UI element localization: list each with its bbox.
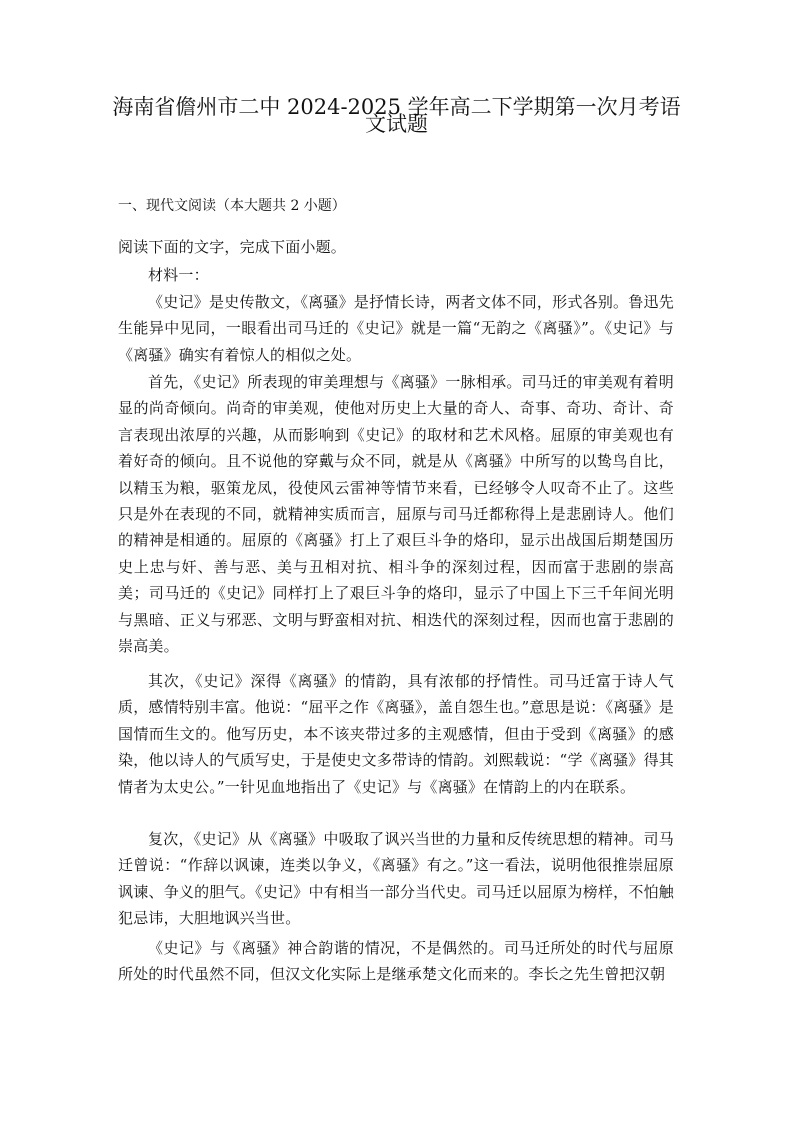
exam-title-line-1: 海南省儋州市二中 2024-2025 学年高二下学期第一次月考语	[112, 95, 681, 119]
exam-title-line-2: 文试题	[365, 112, 428, 136]
paragraph-4: 复次，《史记》从《离骚》中吸取了讽兴当世的力量和反传统思想的精神。司马迁曾说：“作辞以讽谏，连类以争义，《离骚》有之。”这一看法，说明他很推崇屈原讽谏、争义的胆气。《史记》中有相当一部分当代史。司马迁以屈原为榜样，不怕触犯忌讳，大胆地讽兴当世。	[118, 830, 674, 928]
section-heading: 一、现代文阅读（本大题共 2 小题）	[118, 198, 346, 214]
paragraph-1: 《史记》是史传散文，《离骚》是抒情长诗，两者文体不同，形式各别。鲁迅先生能异中见同，一眼看出司马迁的《史记》就是一篇“无韵之《离骚》”。《史记》与《离骚》确实有着惊人的相似之处。	[118, 293, 674, 364]
material-label: 材料一：	[148, 266, 209, 284]
paragraph-2: 首先，《史记》所表现的审美理想与《离骚》一脉相承。司马迁的审美观有着明显的尚奇倾向。尚奇的审美观，使他对历史上大量的奇人、奇事、奇功、奇计、奇言表现出浓厚的兴趣，从而影响到《史记》的取材和艺术风格。屈原的审美观也有着好奇的倾向。且不说他的穿戴与众不同，就是从《离骚》中所写的以鸷鸟自比，以精玉为粮，驱策龙凤，役使风云雷神等情节来看，已经够令人叹奇不止了。这些只是外在表现的不同，就精神实质而言，屈原与司马迁都称得上是悲剧诗人。他们的精神是相通的。屈原的《离骚》打上了艰巨斗争的烙印，显示出战国后期楚国历史上忠与奸、善与恶、美与丑相对抗、相斗争的深刻过程，因而富于悲剧的崇高美；司马迁的《史记》同样打上了艰巨斗争的烙印，显示了中国上下三千年间光明与黑暗、正义与邪恶、文明与野蛮相对抗、相迭代的深刻过程，因而也富于悲剧的崇高美。	[118, 373, 674, 656]
paragraph-5: 《史记》与《离骚》神合韵谐的情况，不是偶然的。司马迁所处的时代与屈原所处的时代虽然不同，但汉文化实际上是继承楚文化而来的。李长之先生曾把汉朝	[118, 939, 674, 984]
reading-instruction: 阅读下面的文字，完成下面小题。	[118, 238, 347, 256]
paragraph-3: 其次，《史记》深得《离骚》的情韵，具有浓郁的抒情性。司马迁富于诗人气质，感情特别丰富。他说：“屈平之作《离骚》，盖自怨生也。”意思是说：《离骚》是国情而生文的。他写历史，本不该夹带过多的主观感情，但由于受到《离骚》的感染，他以诗人的气质写史，于是使史文多带诗的情韵。刘熙载说：“学《离骚》得其情者为太史公。”一针见血地指出了《史记》与《离骚》在情韵上的内在联系。	[118, 672, 674, 796]
